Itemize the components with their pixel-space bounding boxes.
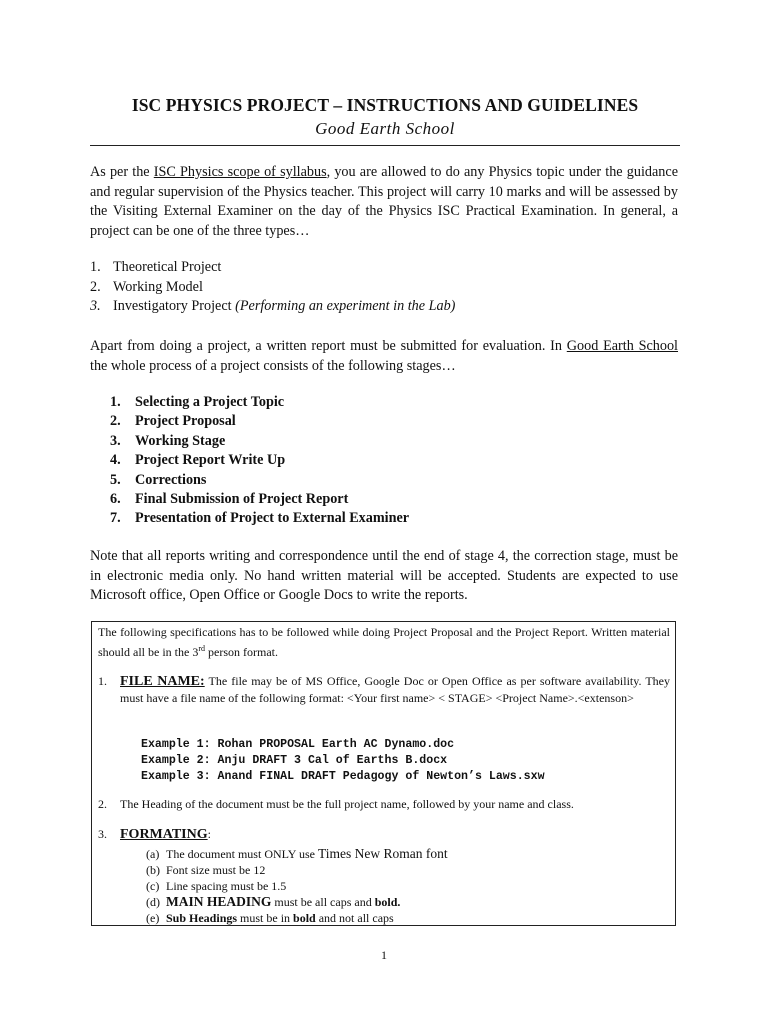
- intro-paragraph: [90, 163, 678, 241]
- list-item: (a) The document must ONLY use Times New Roman font: [146, 846, 448, 861]
- list-item: 4. Project Report Write Up: [110, 452, 286, 469]
- project-types-list: [90, 258, 678, 317]
- list-item: 7. Presentation of Project to External Examiner: [110, 510, 410, 527]
- list-item: 3. Working Stage: [110, 432, 226, 449]
- list-item: (e) Sub Headings must be in bold and not all caps: [146, 911, 394, 925]
- note-paragraph: Note that all reports writing and correspondence until the end of stage 4, the correction stage, must be in electronic media only. No hand written material will be accepted. Students are expected to use Microsoft office, Open Office or Google Docs to write the reports.: [90, 548, 678, 603]
- formatting-rules: [146, 846, 646, 926]
- list-item: (d) MAIN HEADING must be all caps and bold.: [146, 894, 401, 909]
- intro-text-start: As per the: [90, 164, 154, 180]
- formatting-item: 3. FORMATING:: [98, 827, 211, 842]
- list-item: (c) Line spacing must be 1.5: [146, 879, 287, 893]
- list-item: 1. Selecting a Project Topic: [110, 394, 285, 410]
- file-name-item: 1. FILE NAME: The file may be of MS Office, Google Doc or Open Office as per software availability. They must have a file name of the following format: <Your first name> < STAGE> <Project Name>.<extenson>: [98, 674, 670, 705]
- list-item: 2. Working Model: [90, 278, 203, 295]
- heading-item: 2. The Heading of the document must be the full project name, followed by your name and class.: [98, 797, 574, 811]
- stages-list: [110, 393, 670, 529]
- lab-note: (Performing an experiment in the Lab): [235, 298, 456, 314]
- example-line: Example 3: Anand FINAL DRAFT Pedagogy of Newton’s Laws.sxw: [141, 770, 545, 783]
- example-line: Example 2: Anju DRAFT 3 Cal of Earths B.docx: [141, 754, 448, 767]
- specifications-box: [91, 621, 676, 926]
- page-number: 1: [381, 948, 387, 962]
- stages-intro-paragraph: Apart from doing a project, a written report must be submitted for evaluation. In Good Earth School the whole process of a project consists of the following stages…: [90, 338, 679, 374]
- list-item: 1. Theoretical Project: [90, 259, 222, 275]
- list-item: (b) Font size must be 12: [146, 863, 266, 877]
- formatting-label: FORMATING: [120, 827, 208, 842]
- intro-text-rest: , you are allowed to do any Physics topic under the guidance and regular supervision of the Physics teacher. This project will carry 10 marks and will be assessed by the Visiting External Examiner on the day of the Physics ISC Practical Examination. In general, a project can be one of the three types…: [90, 164, 678, 239]
- filename-examples: [141, 737, 545, 785]
- title-divider: [90, 145, 680, 146]
- school-name: Good Earth School: [315, 119, 455, 138]
- list-item: 5. Corrections: [110, 471, 207, 488]
- box-intro: The following specifications has to be followed while doing Project Proposal and the Project Report. Written material should all be in the 3rd person format.: [98, 625, 670, 659]
- example-line: Example 1: Rohan PROPOSAL Earth AC Dynamo.doc: [141, 738, 455, 751]
- syllabus-link[interactable]: ISC Physics scope of syllabus: [153, 164, 327, 180]
- page-title: ISC PHYSICS PROJECT – INSTRUCTIONS AND GUIDELINES: [131, 95, 639, 115]
- school-link[interactable]: Good Earth School: [566, 338, 679, 354]
- list-item: 2. Project Proposal: [110, 413, 236, 430]
- file-name-label: FILE NAME:: [120, 674, 205, 689]
- list-item: 3. Investigatory Project (Performing an experiment in the Lab): [90, 297, 678, 317]
- list-item: 6. Final Submission of Project Report: [110, 491, 349, 508]
